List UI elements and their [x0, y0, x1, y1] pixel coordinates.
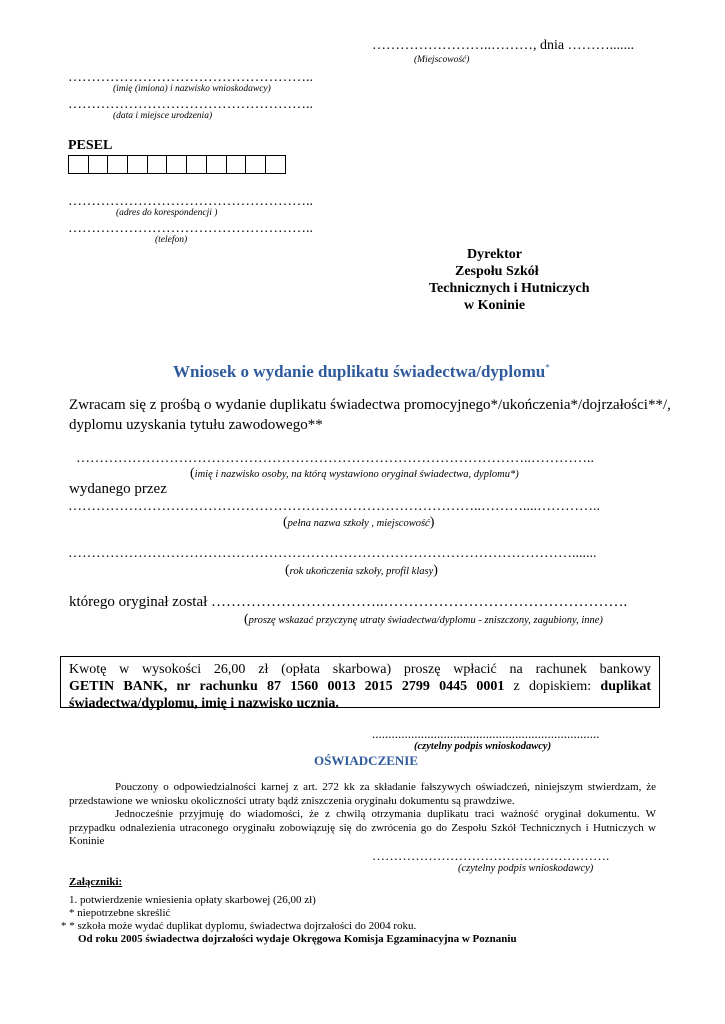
- recipient-line-3: Technicznych i Hutniczych: [429, 281, 590, 296]
- lost-reason-caption: (proszę wskazać przyczynę utraty świadectwa/dyplomu - zniszczony, zagubiony, inne): [244, 612, 603, 627]
- applicant-name-caption: (imię (imiona) i nazwisko wnioskodawcy): [113, 84, 271, 94]
- pesel-digit-cell[interactable]: [227, 156, 247, 173]
- pesel-digit-cell[interactable]: [266, 156, 286, 173]
- title-footnote-mark: *: [545, 362, 550, 373]
- attachments-heading: Załączniki:: [69, 876, 123, 888]
- phone-field[interactable]: ……………………………………………..: [68, 221, 313, 236]
- school-caption-text: pełna nazwa szkoły , miejscowość: [287, 518, 430, 529]
- attachment-item-1: 1. potwierdzenie wniesienia opłaty skarbowej (26,00 zł): [69, 894, 316, 906]
- graduation-caption: (rok ukończenia szkoły, profil klasy): [285, 563, 438, 578]
- lost-reason-label: którego oryginał został: [69, 594, 208, 610]
- person-caption: [190, 464, 519, 482]
- payment-line-3: świadectwa/dyplomu, imię i nazwisko ucznia.: [69, 696, 339, 711]
- statement-heading: OŚWIADCZENIE: [314, 753, 419, 768]
- graduation-caption-text: rok ukończenia szkoły, profil klasy: [289, 566, 434, 577]
- graduation-year-field[interactable]: ……………………………………………………………………………………………….......: [68, 546, 597, 561]
- payment-line-1: Kwotę w wysokości 26,00 zł (opłata skarbowa) proszę wpłacić na rachunek bankowy: [69, 662, 651, 677]
- recipient-line-4: w Koninie: [464, 298, 526, 313]
- school-field[interactable]: ……………………………………………………………………………..………....…………..: [68, 499, 600, 514]
- pesel-digit-cell[interactable]: [187, 156, 207, 173]
- birth-caption: (data i miejsce urodzenia): [113, 111, 213, 121]
- payment-info-box: [60, 656, 660, 711]
- pesel-digit-cell[interactable]: [108, 156, 128, 173]
- person-caption-text: imię i nazwisko osoby, na którą wystawiono oryginał świadectwa, dyplomu*): [194, 469, 519, 480]
- pesel-digit-cell[interactable]: [69, 156, 89, 173]
- statement-paragraph-1: Pouczony o odpowiedzialności karnej z art. 272 kk za składanie fałszywych oświadczeń, niniejszym stwierdzam, że przedstawione we wniosku okoliczności utraty bądź zniszczenia oryginału dokumentu są prawdziwe.: [69, 781, 656, 807]
- signature-caption-1: (czytelny podpis wnioskodawcy): [414, 741, 552, 752]
- signature-field-2[interactable]: ……………………………………………….: [372, 848, 610, 863]
- place-caption: (Miejscowość): [414, 55, 470, 65]
- payment-line-2: GETIN BANK, nr rachunku 87 1560 0013 2015 2799 0445 0001 z dopiskiem: duplikat: [69, 679, 651, 694]
- footnote-2: * * szkoła może wydać duplikat dyplomu, świadectwa dojrzałości do 2004 roku.: [61, 920, 417, 932]
- lost-reason-caption-text: proszę wskazać przyczynę utraty świadectwa/dyplomu - zniszczony, zagubiony, inne): [248, 615, 603, 626]
- school-caption: (pełna nazwa szkoły , miejscowość): [283, 515, 435, 530]
- person-caption-paren: (: [190, 466, 195, 481]
- recipient-line-2: Zespołu Szkół: [455, 264, 539, 279]
- applicant-name-field[interactable]: ……………………………………………..: [68, 70, 313, 85]
- pesel-input-grid[interactable]: [68, 155, 286, 174]
- signature-field-1[interactable]: ......................................................................: [372, 726, 600, 741]
- address-caption: (adres do korespondencji ): [116, 208, 218, 218]
- phone-caption: (telefon): [155, 235, 188, 245]
- statement-paragraph-2: Jednocześnie przyjmuję do wiadomości, że z chwilą otrzymania duplikatu traci ważność oryginał dokumentu. W przypadku odnalezienia utraconego oryginału zobowiązuję się do zwrócenia go do Zespołu Szkół Technicznych i Hutniczych w Koninie: [69, 808, 656, 847]
- place-date-line[interactable]: ……………………..………, dnia ……….......: [372, 38, 635, 53]
- pesel-digit-cell[interactable]: [89, 156, 109, 173]
- pesel-digit-cell[interactable]: [167, 156, 187, 173]
- title-text: Wniosek o wydanie duplikatu świadectwa/dyplomu: [173, 362, 546, 381]
- pesel-digit-cell[interactable]: [148, 156, 168, 173]
- address-field[interactable]: ……………………………………………..: [68, 194, 313, 209]
- pesel-digit-cell[interactable]: [246, 156, 266, 173]
- bank-account: GETIN BANK, nr rachunku 87 1560 0013 2015 2799 0445 0001: [69, 679, 505, 694]
- issued-by-label: wydanego przez: [69, 481, 167, 497]
- pesel-label: PESEL: [68, 138, 113, 153]
- lost-reason-field[interactable]: ……………………………..………………………………………….: [211, 594, 628, 610]
- document-title: [173, 362, 550, 382]
- birth-field[interactable]: ……………………………………………..: [68, 97, 313, 112]
- pesel-digit-cell[interactable]: [128, 156, 148, 173]
- pesel-digit-cell[interactable]: [207, 156, 227, 173]
- person-name-field[interactable]: ……………………………………………………………………………………..…………..: [76, 451, 594, 466]
- lost-reason-row: [69, 594, 627, 611]
- signature-caption-2: (czytelny podpis wnioskodawcy): [458, 863, 594, 874]
- footnote-1: * niepotrzebne skreślić: [69, 907, 171, 919]
- footnote-3: Od roku 2005 świadectwa dojrzałości wydaje Okręgowa Komisja Egzaminacyjna w Poznaniu: [78, 933, 517, 945]
- request-line-1: Zwracam się z prośbą o wydanie duplikatu świadectwa promocyjnego*/ukończenia*/dojrzałości**/,: [69, 397, 671, 413]
- request-line-2: dyplomu uzyskania tytułu zawodowego**: [69, 417, 323, 433]
- recipient-line-1: Dyrektor: [467, 247, 522, 262]
